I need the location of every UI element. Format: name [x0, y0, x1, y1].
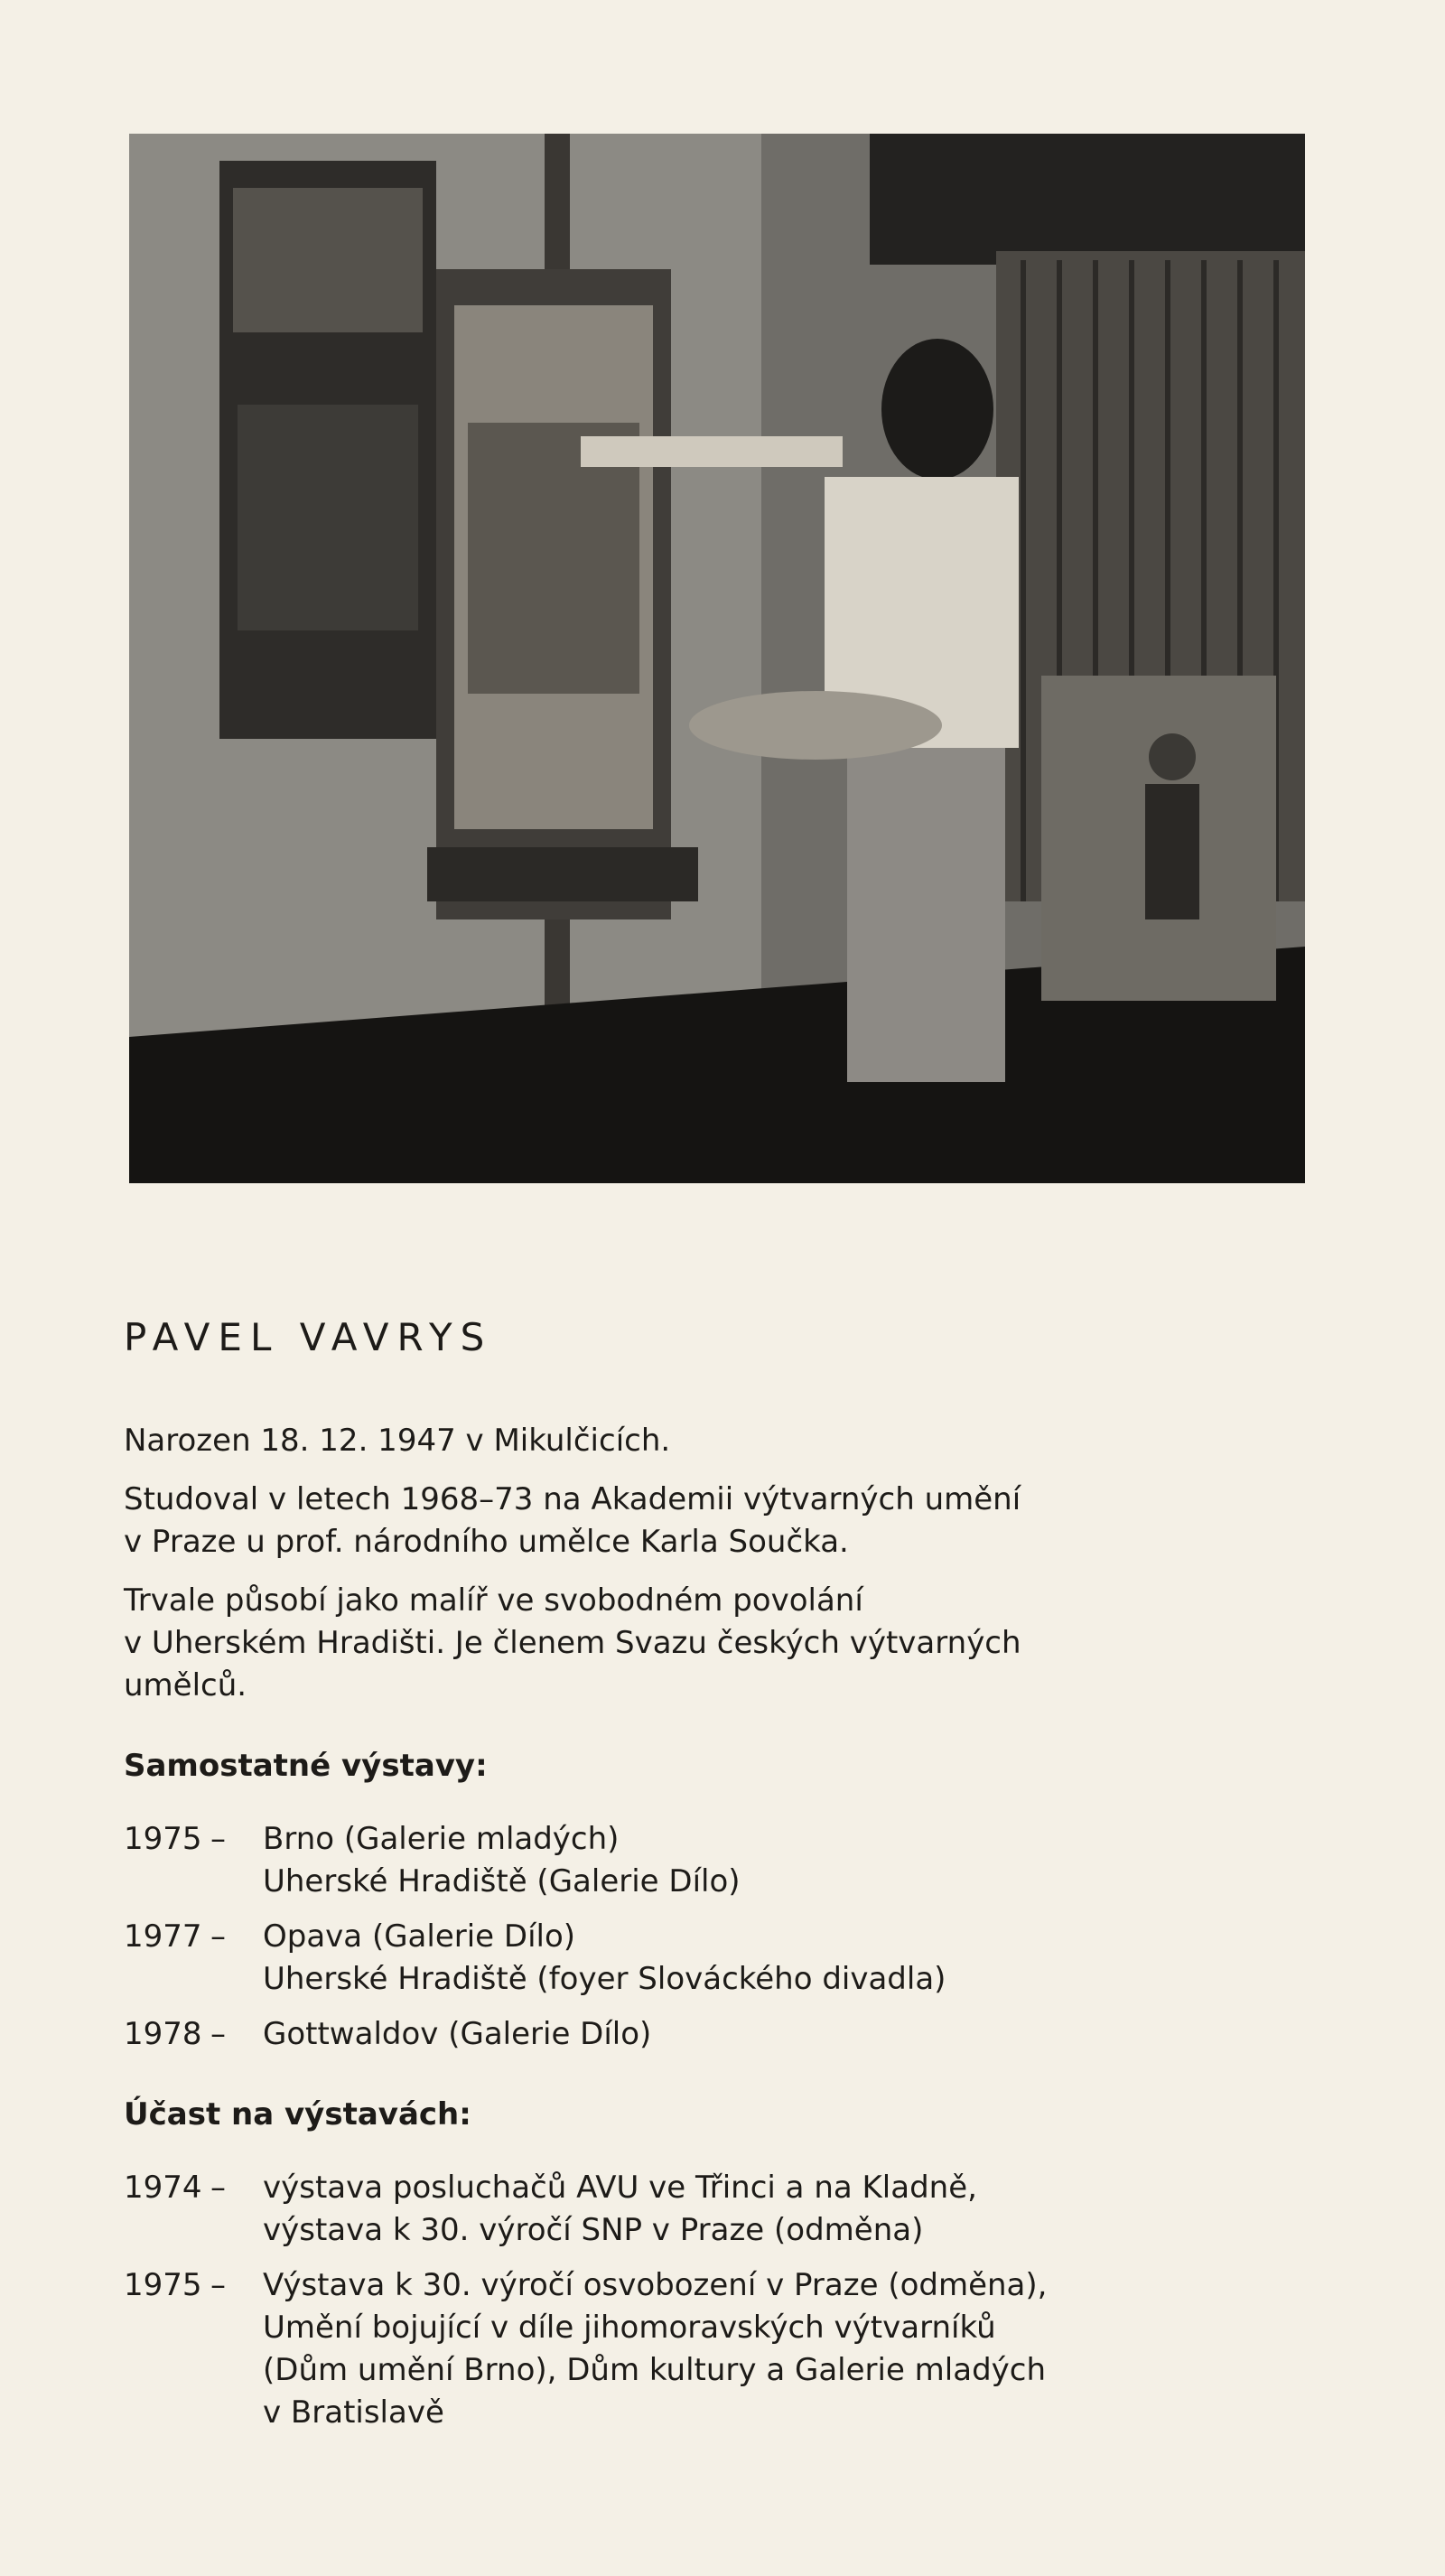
- solo-exhibition-item: [124, 1818, 1325, 1903]
- exhibition-line: Umění bojující v díle jihomoravských výtvarníků: [263, 2310, 996, 2346]
- solo-exhibition-item: [124, 1916, 1325, 2001]
- exhibition-line: Výstava k 30. výročí osvobození v Praze (odměna),: [263, 2267, 1048, 2303]
- exhibition-dash: –: [210, 1821, 226, 1857]
- exhibition-line: výstava posluchačů AVU ve Třinci a na Kladně,: [263, 2170, 977, 2206]
- exhibition-dash: –: [210, 2016, 226, 2052]
- exhibition-lines: [263, 1916, 1325, 2001]
- exhibition-line: Brno (Galerie mladých): [263, 1821, 620, 1857]
- exhibition-dash: –: [210, 2267, 226, 2303]
- exhibition-dash: –: [210, 1918, 226, 1955]
- bio-line: Narozen 18. 12. 1947 v Mikulčicích.: [124, 1423, 671, 1459]
- bio-line: Studoval v letech 1968–73 na Akademii výtvarných umění: [124, 1481, 1021, 1517]
- artist-name-title: PAVEL VAVRYS: [124, 1315, 493, 1359]
- artist-photo: [129, 134, 1305, 1183]
- group-exhibition-item: [124, 2264, 1325, 2434]
- bio-line: Trvale působí jako malíř ve svobodném povolání: [124, 1582, 863, 1619]
- exhibition-lines: [263, 2167, 1325, 2252]
- birth-paragraph: [124, 1420, 1325, 1462]
- exhibition-line: v Bratislavě: [263, 2394, 444, 2431]
- group-exhibitions-heading: Účast na výstavách:: [124, 2096, 471, 2133]
- exhibition-lines: [263, 2013, 1325, 2056]
- exhibition-year: 1974: [124, 2170, 202, 2206]
- exhibition-line: Uherské Hradiště (foyer Slováckého divadla): [263, 1961, 946, 1997]
- bio-line: v Uherském Hradišti. Je členem Svazu českých výtvarných: [124, 1625, 1021, 1661]
- bio-line: v Praze u prof. národního umělce Karla Součka.: [124, 1524, 849, 1560]
- exhibition-line: Uherské Hradiště (Galerie Dílo): [263, 1863, 741, 1899]
- exhibition-year: 1978: [124, 2016, 202, 2052]
- exhibition-dash: –: [210, 2170, 226, 2206]
- exhibition-line: Gottwaldov (Galerie Dílo): [263, 2016, 652, 2052]
- exhibition-line: výstava k 30. výročí SNP v Praze (odměna): [263, 2212, 924, 2248]
- exhibition-year: 1975: [124, 1821, 202, 1857]
- solo-exhibitions-heading: Samostatné výstavy:: [124, 1748, 488, 1784]
- exhibition-line: (Dům umění Brno), Dům kultury a Galerie mladých: [263, 2352, 1047, 2388]
- study-paragraph: [124, 1479, 1325, 1563]
- group-exhibition-item: [124, 2167, 1325, 2252]
- exhibition-year: 1975: [124, 2267, 202, 2303]
- exhibition-year: 1977: [124, 1918, 202, 1955]
- artist-photo-illustration: [129, 134, 1305, 1183]
- solo-exhibition-item: [124, 2013, 1325, 2056]
- biography-text: [124, 1315, 1325, 2447]
- career-paragraph: [124, 1580, 1325, 1707]
- exhibition-lines: [263, 2264, 1325, 2434]
- exhibition-line: Opava (Galerie Dílo): [263, 1918, 576, 1955]
- exhibition-lines: [263, 1818, 1325, 1903]
- bio-line: umělců.: [124, 1667, 247, 1703]
